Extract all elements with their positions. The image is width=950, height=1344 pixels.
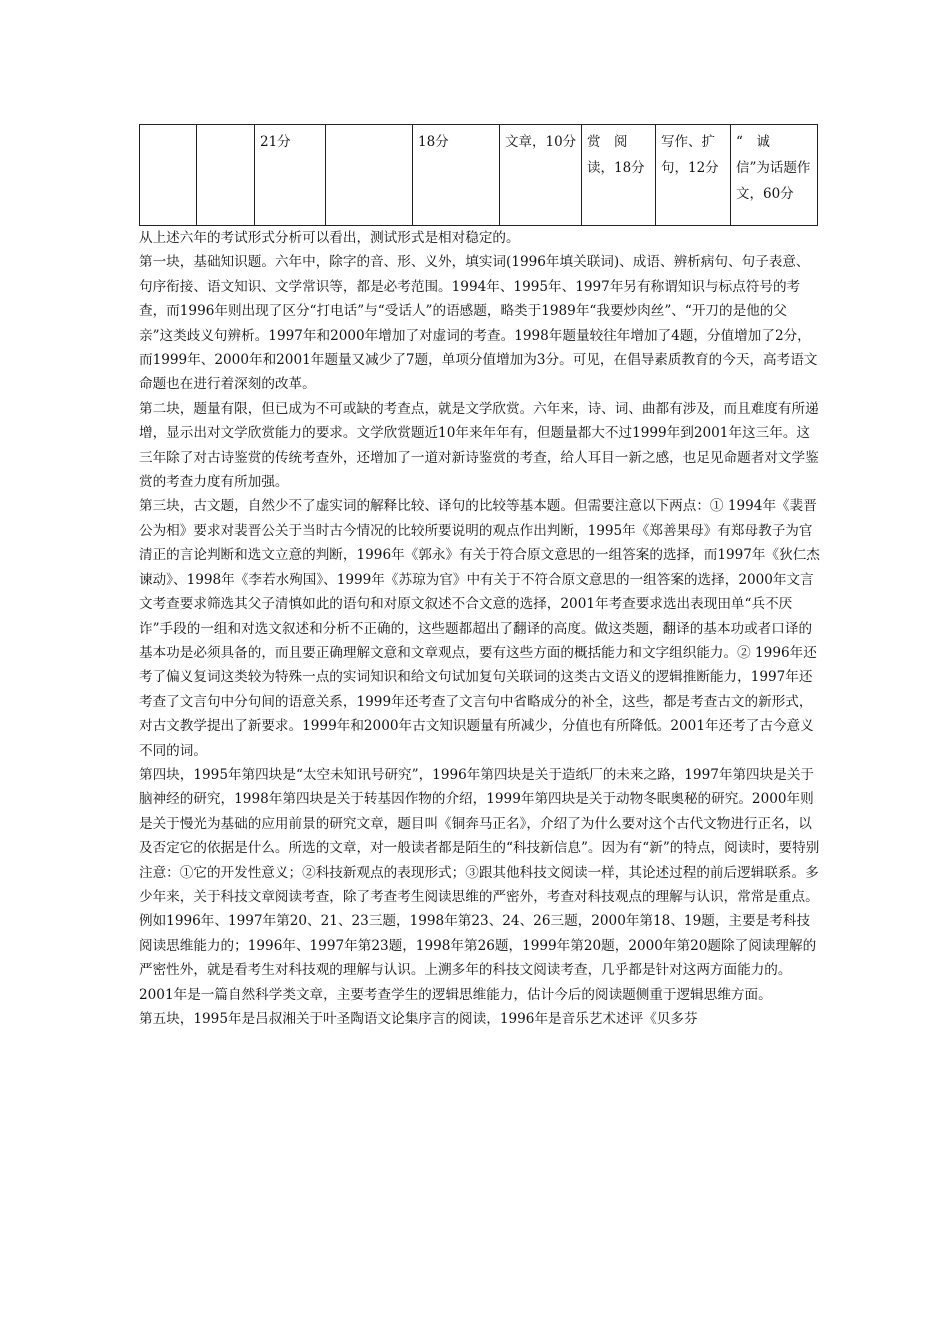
section-4-note-paragraph: 2001年是一篇自然科学类文章，主要考查学生的逻辑思维能力，估计今后的阅读题侧重于逻辑思维方面。 bbox=[139, 986, 772, 1003]
table-row bbox=[140, 125, 818, 226]
summary-paragraph: 从上述六年的考试形式分析可以看出，测试形式是相对稳定的。 bbox=[139, 230, 520, 246]
section-1-paragraph: 第一块，基础知识题。六年中，除字的音、形、义外，填实词(1996年填关联词)、成语、辨析病句、句子表意、句序衔接、语文知识、文学常识等，都是必考范围。1994年、1995年、1997年另有称谓知识与标点符号的考查，而1996年则出现了区分“打电话”与“受话人”的语感题，略类于1989年“我要炒肉丝”、“开刀的是他的父亲”这类歧义句辨析。1997年和2000年增加了对虚词的考查。1998年题量较往年增加了4题，分值增加了2分，而1999年、2000年和2001年题量又减少了7题，单项分值增加为3分。可见，在倡导素质教育的今天，高考语文命题也在进行着深刻的改革。 bbox=[139, 254, 818, 393]
table-cell: 21分 bbox=[255, 125, 326, 226]
table-cell bbox=[326, 125, 413, 226]
section-2-paragraph: 第二块，题量有限，但已成为不可或缺的考查点，就是文学欣赏。六年来，诗、词、曲都有涉及，而且难度有所递增，显示出对文学欣赏能力的要求。文学欣赏题近10年来年年有，但题量都大不过1999年到2001年这三年。这三年除了对古诗鉴赏的传统考查外，还增加了一道对新诗鉴赏的考查，给人耳目一新之感，也足见命题者对文学鉴赏的考查力度有所加强。 bbox=[139, 400, 819, 491]
table-cell: “ 诚 信”为话题作文，60分 bbox=[731, 125, 818, 226]
table-cell bbox=[140, 125, 197, 226]
body-text bbox=[139, 226, 821, 1031]
table-cell: 赏 阅读，18分 bbox=[582, 125, 656, 226]
section-3-paragraph: 第三块，古文题，自然少不了虚实词的解释比较、译句的比较等基本题。但需要注意以下两点：① 1994年《裴晋公为相》要求对裴晋公关于当时古今情况的比较所要说明的观点作出判断，1995年《郑善果母》有郑母教子为官清正的言论判断和选文立意的判断，1996年《郭永》有关于符合原文意思的一组答案的选择，而1997年《狄仁杰谏动》、1998年《李若水殉国》、1999年《苏琼为官》中有关于不符合原文意思的一组答案的选择，2000年文言文考查要求筛选其父子清慎如此的语句和对原文叙述不合文意的选择，2001年考查要求选出表现田单“兵不厌诈”手段的一组和对选文叙述和分析不正确的，这些题都超出了翻译的高度。做这类题，翻译的基本功或者口译的基本功是必须具备的，而且要正确理解文意和文章观点，要有这些方面的概括能力和文字组织能力。② 1996年还考了偏义复词这类较为特殊一点的实词知识和给文句试加复句关联词的这类古文语义的逻辑推断能力，1997年还考查了文言句中分句间的语意关系，1999年还考查了文言句中省略成分的补全，这些，都是考查古文的新形式，对古文教学提出了新要求。1999年和2000年古文知识题量有所减少，分值也有所降低。2001年还考了古今意义不同的词。 bbox=[139, 498, 820, 759]
section-5-paragraph: 第五块，1995年是吕叔湘关于叶圣陶语文论集序言的阅读，1996年是音乐艺术述评《贝多芬 bbox=[139, 1011, 698, 1027]
table-cell: 文章，10分 bbox=[500, 125, 582, 226]
table-cell: 18分 bbox=[413, 125, 500, 226]
table-cell bbox=[197, 125, 255, 226]
score-table bbox=[139, 124, 818, 226]
section-4-paragraph: 第四块，1995年第四块是“太空未知讯号研究”，1996年第四块是关于造纸厂的未来之路，1997年第四块是关于脑神经的研究，1998年第四块是关于转基因作物的介绍，1999年第四块是关于动物冬眠奥秘的研究。2000年则是关于慢光为基础的应用前景的研究文章，题目叫《铜奔马正名》，介绍了为什么要对这个古代文物进行正名，以及否定它的依据是什么。所选的文章，对一般读者都是陌生的“科技新信息”。因为有“新”的特点，阅读时，要特别注意：①它的开发性意义；②科技新观点的表现形式；③跟其他科技文阅读一样，其论述过程的前后逻辑联系。多少年来，关于科技文章阅读考查，除了考查考生阅读思维的严密外，考查对科技观点的理解与认识，常常是重点。例如1996年、1997年第20、21、23三题，1998年第23、24、26三题，2000年第18、19题，主要是考科技阅读思维能力的；1996年、1997年第23题，1998年第26题，1999年第20题，2000年第20题除了阅读理解的严密性外，就是看考生对科技观的理解与认识。上溯多年的科技文阅读考查，几乎都是针对这两方面能力的。 bbox=[139, 766, 820, 979]
table-cell: 写作、扩句，12分 bbox=[656, 125, 731, 226]
